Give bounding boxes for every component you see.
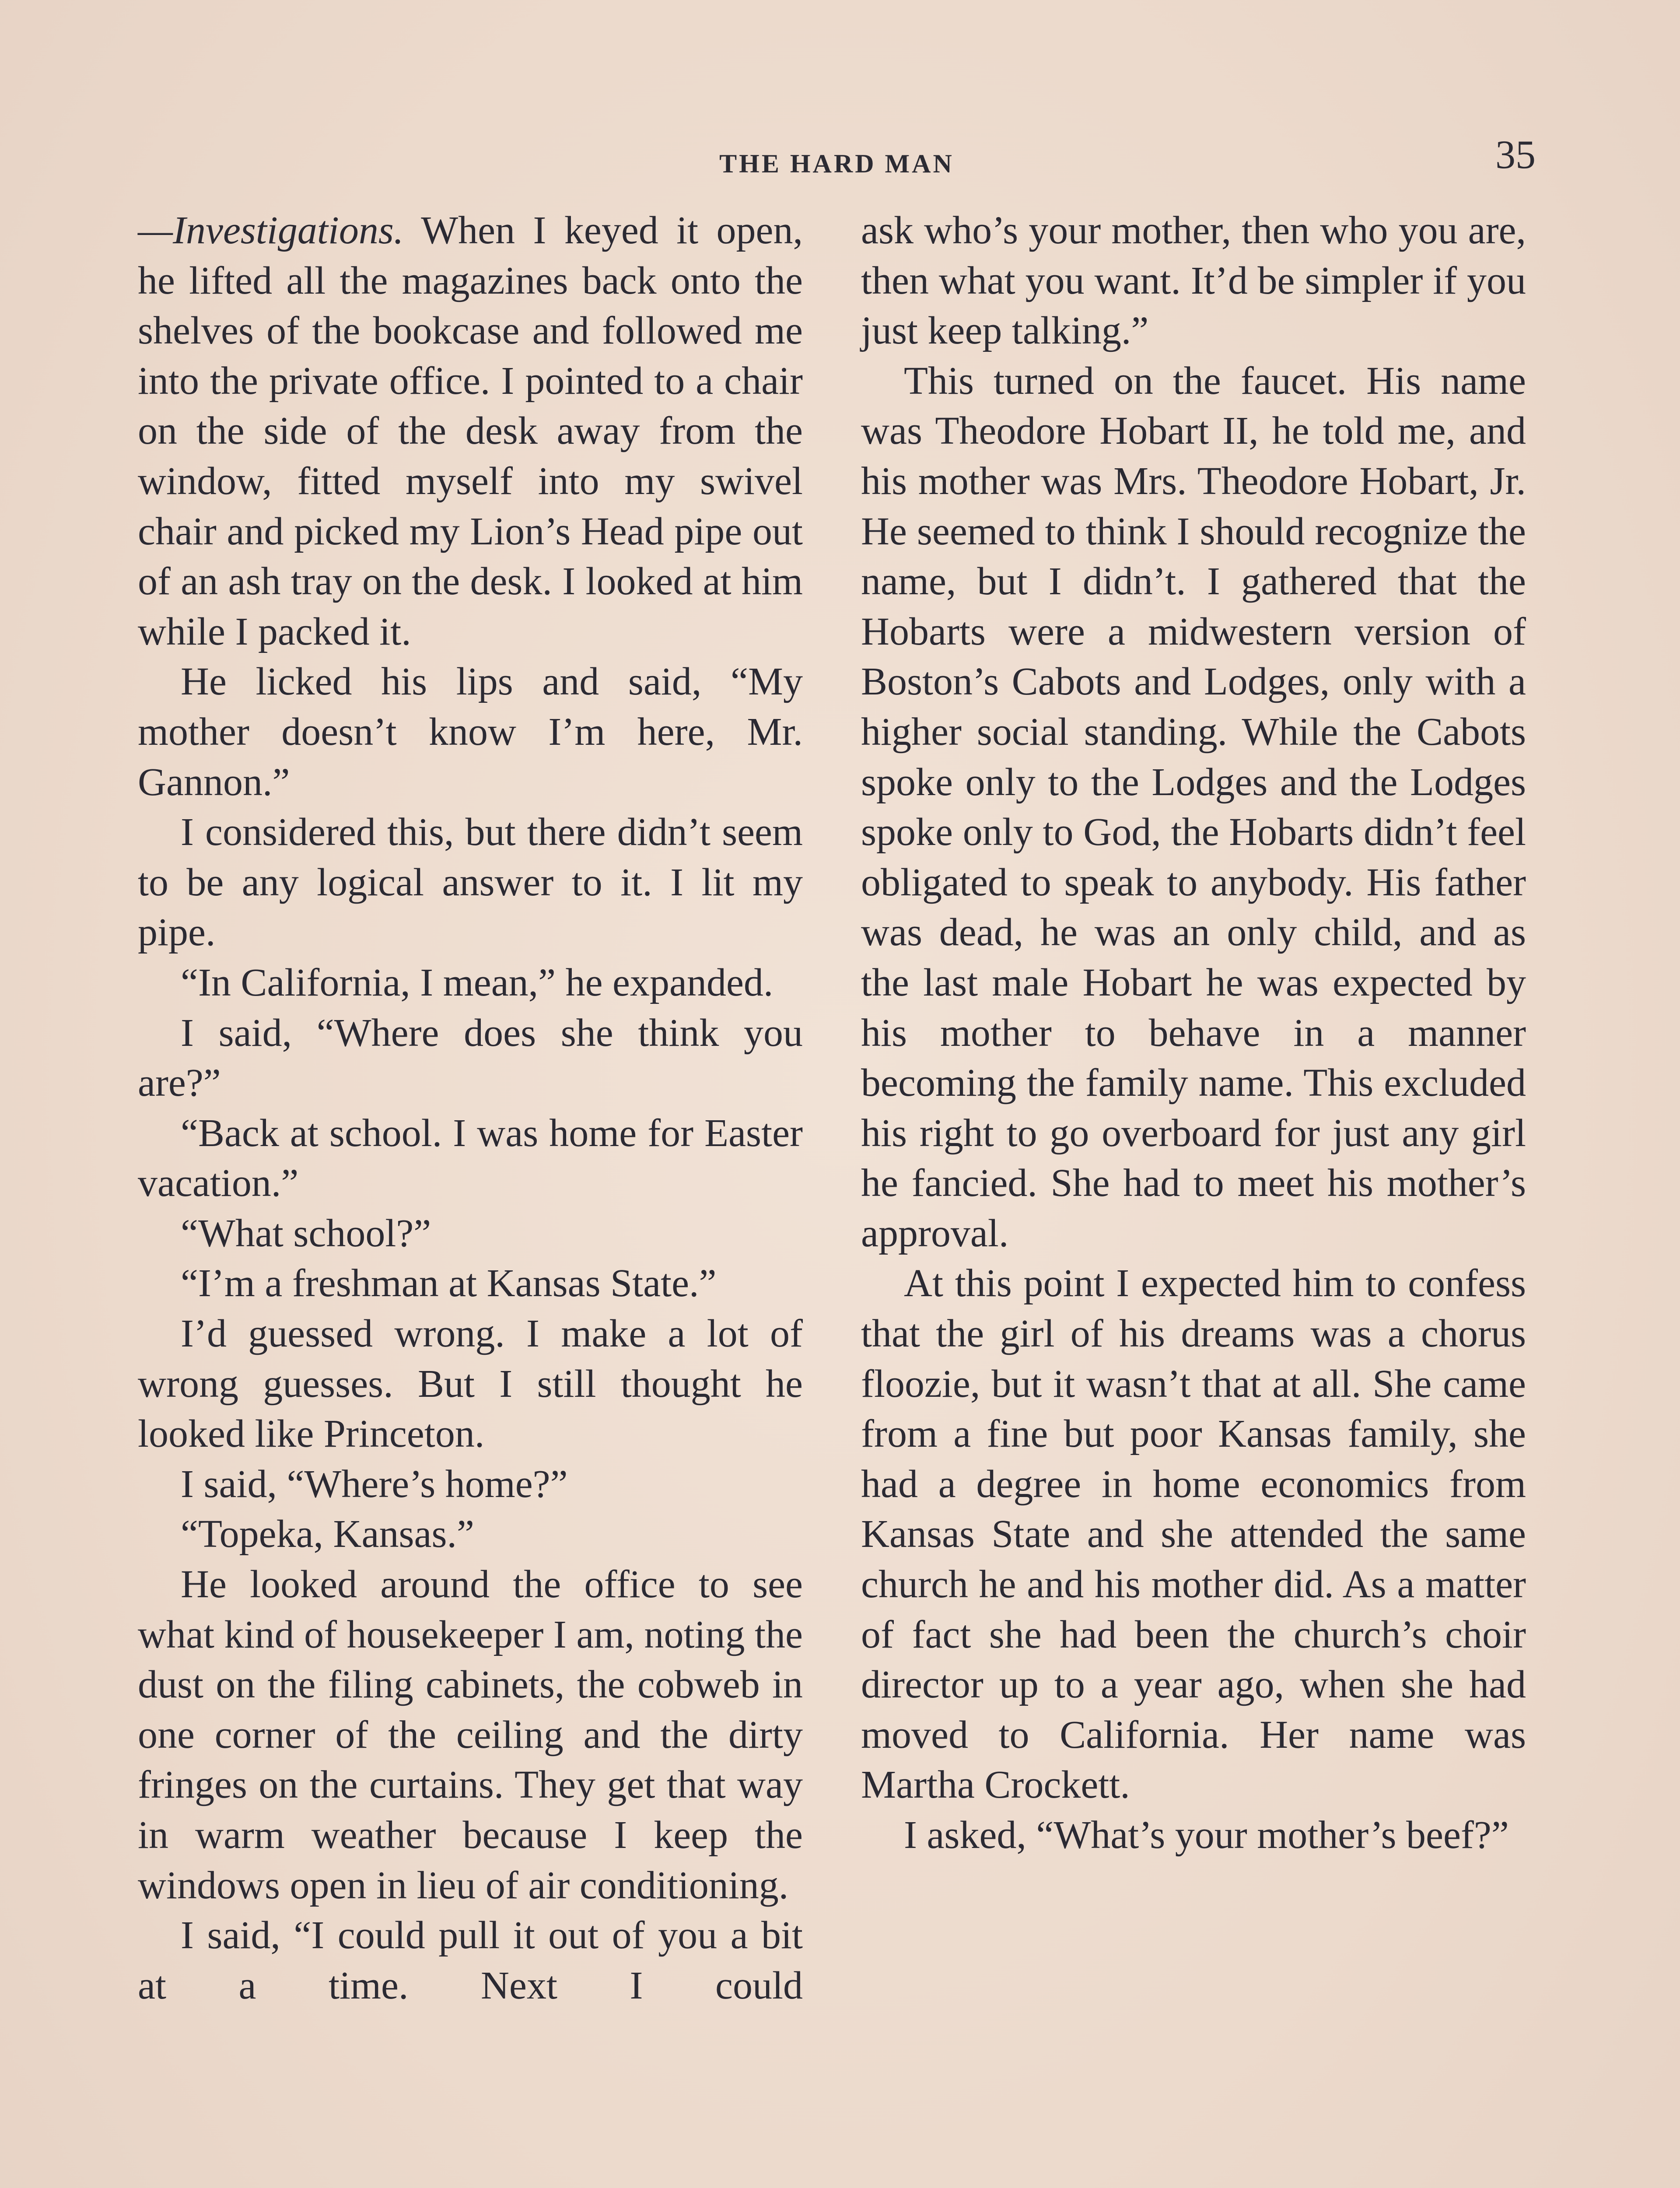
paragraph-left-13: I said, “I could pull it out of you a bit at a time. Next I could (138, 1914, 803, 2007)
running-title: THE HARD MAN (719, 149, 954, 178)
paragraph-left-10: I said, “Where’s home?” (181, 1462, 568, 1506)
paragraph-left-7: “What school?” (181, 1211, 431, 1255)
paragraph-right-1: ask who’s your mother, then who you are, then what you want. It’d be simpler if you just keep talking.” (861, 209, 1526, 353)
page-header (138, 131, 1536, 188)
paragraph-left-2: He licked his lips and said, “My mother doesn’t know I’m here, Mr. Gannon.” (138, 660, 803, 804)
paragraph-left-5: I said, “Where does she think you are?” (138, 1011, 803, 1105)
paragraph-right-2: This turned on the faucet. His name was Theodore Hobart II, he told me, and his mother was Mrs. Theodore Hobart, Jr. He seemed to think I should recognize the name, but I didn’t. I gathered that the Hobarts were a midwestern version of Boston’s Cabots and Lodges, only with a higher social standing. While the Cabots spoke only to the Lodges and the Lodges spoke only to God, the Hobarts didn’t feel obligated to speak to anybody. His father was dead, he was an only child, and as the last male Hobart he was expected by his mother to behave in a manner becoming the family name. This excluded his right to go overboard for just any girl he fancied. She had to meet his mother’s approval. (861, 359, 1526, 1255)
paragraph-left-1-text: When I keyed it open, he lifted all the magazines back onto the shelves of the bookcase and followed me into the private office. I pointed to a chair on the side of the desk away from the window, fitted myself into my swivel chair and picked my Lion’s Head pipe out of an ash tray on the desk. I looked at him while I packed it. (138, 209, 803, 653)
italic-continuation: —Investigations. (138, 209, 404, 252)
left-column (138, 206, 803, 2011)
paragraph-left-9: I’d guessed wrong. I make a lot of wrong guesses. But I still thought he looked like Princeton. (138, 1312, 803, 1456)
paragraph-right-4: I asked, “What’s your mother’s beef?” (904, 1813, 1509, 1857)
paragraph-left-8: “I’m a freshman at Kansas State.” (181, 1262, 717, 1305)
paragraph-left-3: I considered this, but there didn’t seem to be any logical answer to it. I lit my pipe. (138, 810, 803, 954)
paragraph-left-4: “In California, I mean,” he expanded. (181, 961, 774, 1004)
right-column (861, 206, 1526, 1861)
paragraph-left-11: “Topeka, Kansas.” (181, 1512, 474, 1556)
paragraph-left-6: “Back at school. I was home for Easter vacation.” (138, 1111, 803, 1205)
paragraph-right-3: At this point I expected him to confess that the girl of his dreams was a chorus floozie, but it wasn’t that at all. She came from a fine but poor Kansas family, she had a degree in home economics from Kansas State and she attended the same church he and his mother did. As a matter of fact she had been the church’s choir director up to a year ago, when she had moved to California. Her name was Martha Crockett. (861, 1262, 1526, 1807)
paragraph-left-12: He looked around the office to see what kind of housekeeper I am, noting the dust on the filing cabinets, the cobweb in one corner of the ceiling and the dirty fringes on the curtains. They get that way in warm weather because I keep the windows open in lieu of air conditioning. (138, 1563, 803, 1907)
paragraph-left-1 (138, 206, 803, 657)
page-number: 35 (1495, 132, 1536, 177)
